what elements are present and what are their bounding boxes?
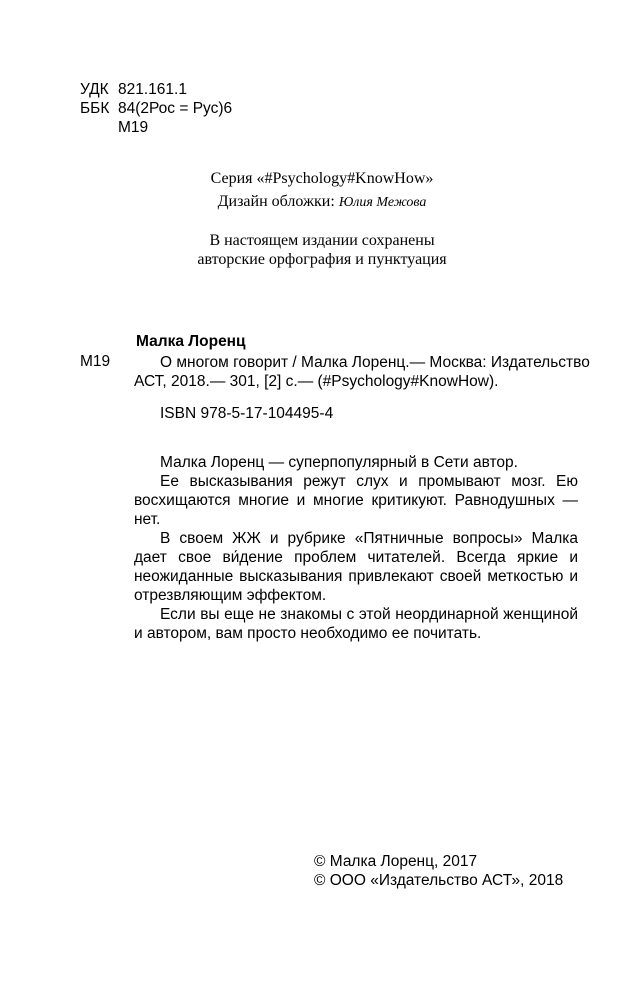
edition-note-line-1: В настоящем издании сохранены <box>209 232 435 249</box>
isbn: ISBN 978-5-17-104495-4 <box>160 405 334 422</box>
biblio-author: Малка Лоренц <box>136 333 246 350</box>
biblio-description: О многом говорит / Малка Лоренц.— Москва: Издательство АСТ, 2018.— 301, [2] с.— (#Psychology#KnowHow). <box>134 354 590 390</box>
cover-design-label: Дизайн обложки: <box>217 193 335 210</box>
edition-note-line-2: авторские орфография и пунктуация <box>197 251 447 268</box>
biblio-mark: М19 <box>80 353 111 370</box>
copyright-block <box>314 852 563 890</box>
classification-codes <box>80 80 232 137</box>
udk-row <box>80 80 232 99</box>
annotation <box>134 453 578 643</box>
cover-design-credit <box>0 193 644 211</box>
copyright-line-author: © Малка Лоренц, 2017 <box>314 853 478 870</box>
series-line: Серия «#Psychology#KnowHow» <box>210 170 434 187</box>
bbk-value: 84(2Рос = Рус)6 <box>118 100 233 117</box>
author-mark: М19 <box>118 119 149 136</box>
annotation-paragraph: Если вы еще не знакомы с этой неординарной женщиной и автором, вам просто необходимо ее почитать. <box>134 606 578 642</box>
udk-label: УДК <box>80 81 109 98</box>
bbk-row <box>80 99 232 118</box>
annotation-paragraph: В своем ЖЖ и рубрике «Пятничные вопросы» Малка дает свое ви́дение проблем читателей. Всегда яркие и неожиданные высказывания привлекают своей меткостью и отрезвляющим эффектом. <box>134 530 578 604</box>
cover-designer-name: Юлия Межова <box>338 195 427 210</box>
annotation-paragraph: Ее высказывания режут слух и промывают мозг. Ею восхищаются многие и многие критикуют. Равнодушных — нет. <box>134 473 578 528</box>
copyright-line-publisher: © ООО «Издательство АСТ», 2018 <box>314 872 564 889</box>
bbk-label: ББК <box>80 100 110 117</box>
annotation-paragraph: Малка Лоренц — суперпопулярный в Сети автор. <box>160 454 518 471</box>
udk-value: 821.161.1 <box>118 81 187 98</box>
edition-note <box>0 231 644 269</box>
